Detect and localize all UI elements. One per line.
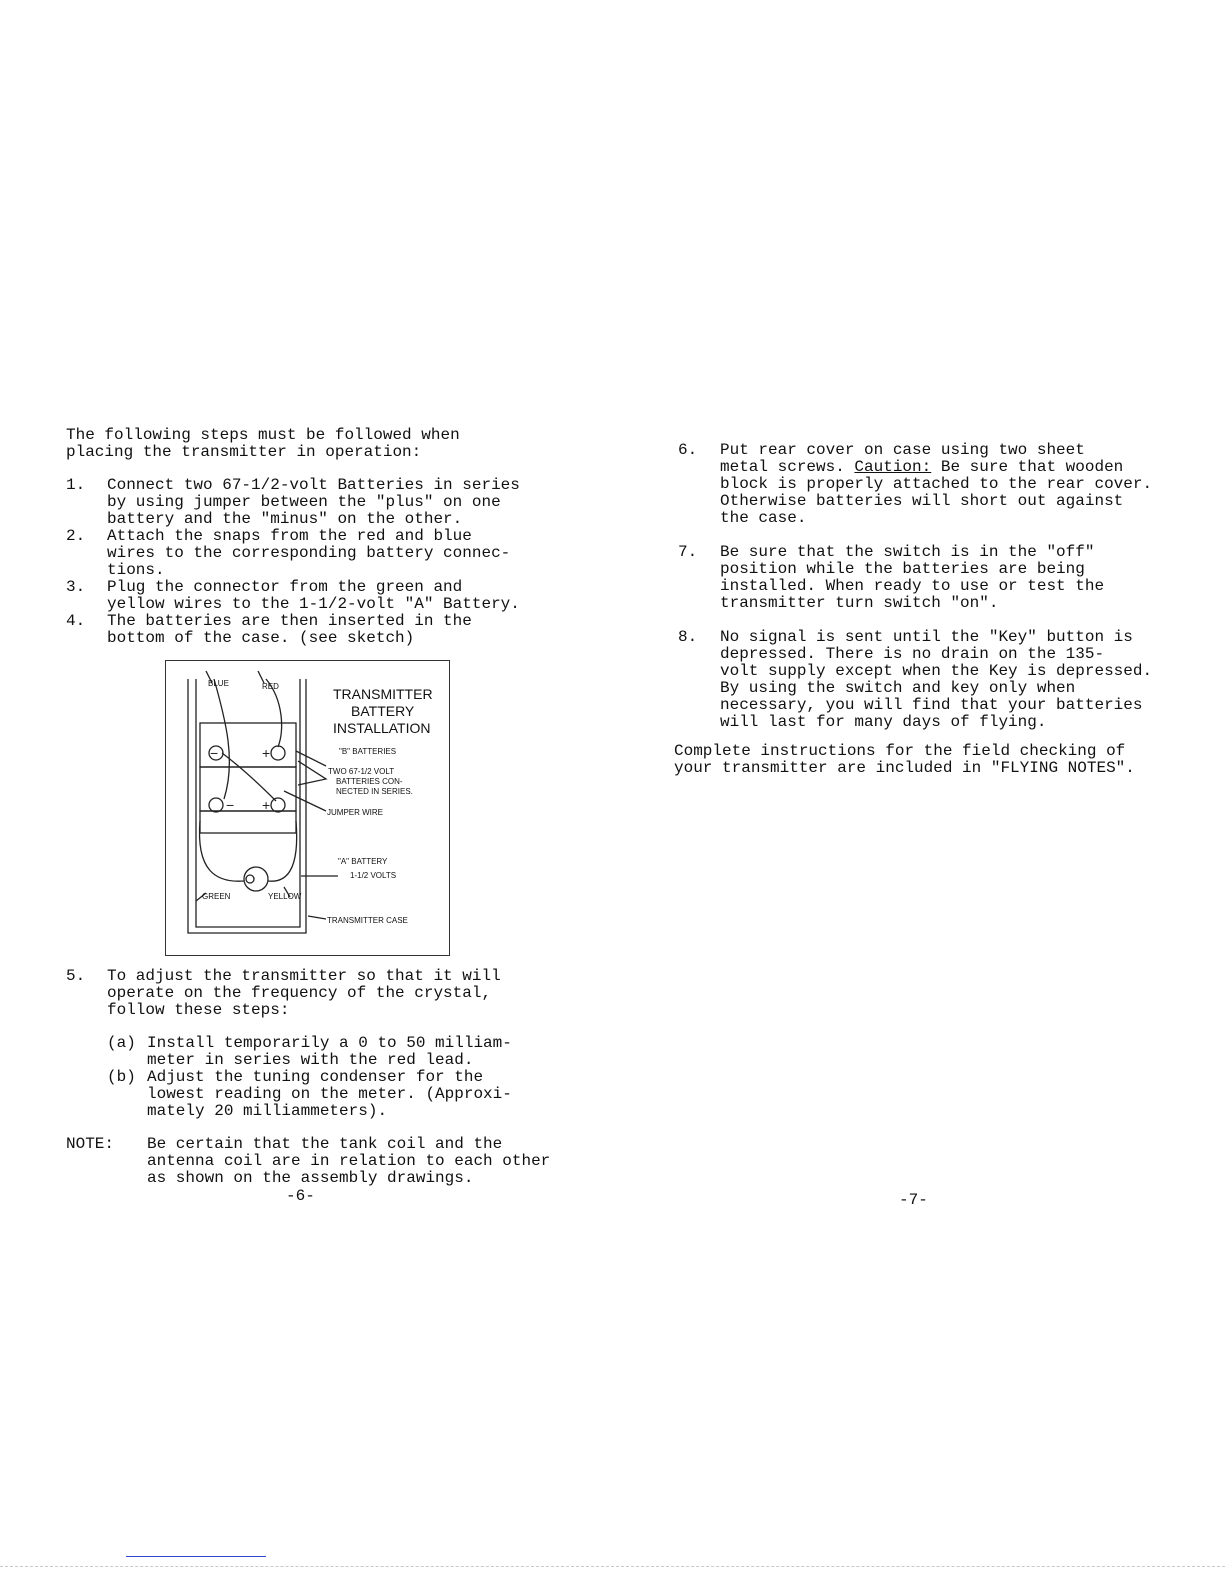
yellow-wire bbox=[268, 821, 297, 881]
step-6-text-part-2: Be sure that wooden block is properly attached to the rear cover. Otherwise batteries will short out against the case. bbox=[720, 458, 1153, 527]
label-series-3: NECTED IN SERIES. bbox=[336, 787, 413, 796]
step-text: No signal is sent until the "Key" button is depressed. There is no drain on the 135- volt supply except when the Key is depressed. By using the switch and key only when necessary, you will find that your batteries will last for many days of flying. bbox=[720, 628, 1153, 731]
terminal-minus-lower bbox=[209, 798, 223, 812]
substep-a bbox=[107, 1035, 567, 1069]
label-a-battery-1: "A" BATTERY bbox=[338, 857, 388, 866]
substeps-list bbox=[107, 1035, 567, 1120]
step-text: The batteries are then inserted in the bottom of the case. (see sketch) bbox=[107, 612, 472, 647]
diagram-title-2: BATTERY bbox=[351, 703, 415, 719]
label-series-1: TWO 67-1/2 VOLT bbox=[328, 767, 395, 776]
substep-text: Install temporarily a 0 to 50 milliam- meter in series with the red lead. bbox=[147, 1034, 512, 1069]
a-battery-connector bbox=[246, 875, 254, 883]
step-text: Plug the connector from the green and yellow wires to the 1-1/2-volt "A" Battery. bbox=[107, 578, 520, 613]
page-number-left: -6- bbox=[286, 1187, 315, 1205]
label-a-battery-2: 1-1/2 VOLTS bbox=[350, 871, 397, 880]
step-6-text-part-1: Put rear cover on case using two sheet metal screws. bbox=[720, 441, 1085, 476]
terminal-plus-upper bbox=[271, 746, 285, 760]
label-transmitter-case: TRANSMITTER CASE bbox=[327, 916, 408, 925]
step-1 bbox=[66, 477, 606, 528]
scan-edge-rule bbox=[0, 1566, 1225, 1567]
diagram-title-3: INSTALLATION bbox=[333, 720, 431, 736]
battery-installation-diagram bbox=[165, 660, 450, 956]
label-blue-wire: BLUE bbox=[208, 679, 229, 688]
minus-sign-lower: − bbox=[226, 797, 235, 813]
step-number: 5. bbox=[66, 967, 86, 985]
leader-case bbox=[308, 916, 326, 919]
closing-text: Complete instructions for the field checking of your transmitter are included in "FLYING NOTES". bbox=[674, 742, 1135, 777]
scan-edge-mark bbox=[126, 1556, 266, 1557]
substep-b bbox=[107, 1069, 567, 1120]
step-text: Attach the snaps from the red and blue wires to the corresponding battery connec- tions. bbox=[107, 527, 511, 579]
step-3 bbox=[66, 579, 606, 613]
substep-number: (a) bbox=[107, 1034, 136, 1052]
minus-sign-upper: − bbox=[210, 745, 219, 761]
step-number: 4. bbox=[66, 612, 86, 630]
step-text: Be sure that the switch is in the "off" position while the batteries are being installed. When ready to use or test the transmitter turn switch "on". bbox=[720, 543, 1105, 612]
steps-list-continued bbox=[678, 442, 1208, 748]
terminal-plus-lower bbox=[271, 798, 285, 812]
label-green-wire: GREEN bbox=[202, 892, 231, 901]
compartment-divider bbox=[200, 811, 296, 833]
plus-sign-upper: + bbox=[262, 745, 271, 761]
step-4 bbox=[66, 613, 606, 647]
step-number: 8. bbox=[678, 628, 698, 646]
step-text bbox=[720, 442, 1208, 527]
label-b-batteries: "B" BATTERIES bbox=[339, 747, 397, 756]
intro-line-2: placing the transmitter in operation: bbox=[66, 443, 422, 461]
step-8 bbox=[678, 629, 1208, 731]
step-number: 1. bbox=[66, 476, 86, 494]
step-number: 2. bbox=[66, 527, 86, 545]
substep-text: Adjust the tuning condenser for the lowest reading on the meter. (Approxi- mately 20 milliammeters). bbox=[147, 1068, 512, 1120]
step-text: Connect two 67-1/2-volt Batteries in series by using jumper between the "plus" on one battery and the "minus" on the other. bbox=[107, 476, 520, 528]
intro-line-1: The following steps must be followed when bbox=[66, 426, 460, 444]
label-yellow-wire: YELLOW bbox=[268, 892, 302, 901]
intro-paragraph bbox=[66, 427, 586, 461]
step-5 bbox=[66, 968, 647, 1019]
note-text: Be certain that the tank coil and the antenna coil are in relation to each other as shown on the assembly drawings. bbox=[147, 1135, 551, 1187]
step-number: 6. bbox=[678, 441, 698, 459]
right-page bbox=[612, 0, 1224, 1585]
closing-paragraph bbox=[674, 743, 1214, 777]
a-battery bbox=[244, 867, 268, 891]
steps-list bbox=[66, 477, 606, 647]
green-wire bbox=[199, 821, 244, 881]
step-number: 7. bbox=[678, 543, 698, 561]
step-number: 3. bbox=[66, 578, 86, 596]
plus-sign-lower: + bbox=[262, 797, 271, 813]
page-number-right: -7- bbox=[899, 1191, 928, 1209]
label-red-wire: RED bbox=[262, 682, 279, 691]
label-series-2: BATTERIES CON- bbox=[336, 777, 403, 786]
substep-number: (b) bbox=[107, 1068, 136, 1086]
left-page bbox=[0, 0, 612, 1585]
label-jumper-wire: JUMPER WIRE bbox=[327, 808, 383, 817]
step-text: To adjust the transmitter so that it will operate on the frequency of the crystal, follow these steps: bbox=[107, 967, 501, 1019]
step-2 bbox=[66, 528, 606, 579]
diagram-title-1: TRANSMITTER bbox=[333, 686, 433, 702]
note-block bbox=[66, 1136, 606, 1187]
caution-label: Caution: bbox=[854, 458, 932, 476]
leader-jumper bbox=[284, 791, 326, 811]
blue-wire bbox=[214, 679, 229, 799]
note-label: NOTE: bbox=[66, 1135, 115, 1153]
step-6 bbox=[678, 442, 1208, 527]
step-7 bbox=[678, 544, 1208, 612]
